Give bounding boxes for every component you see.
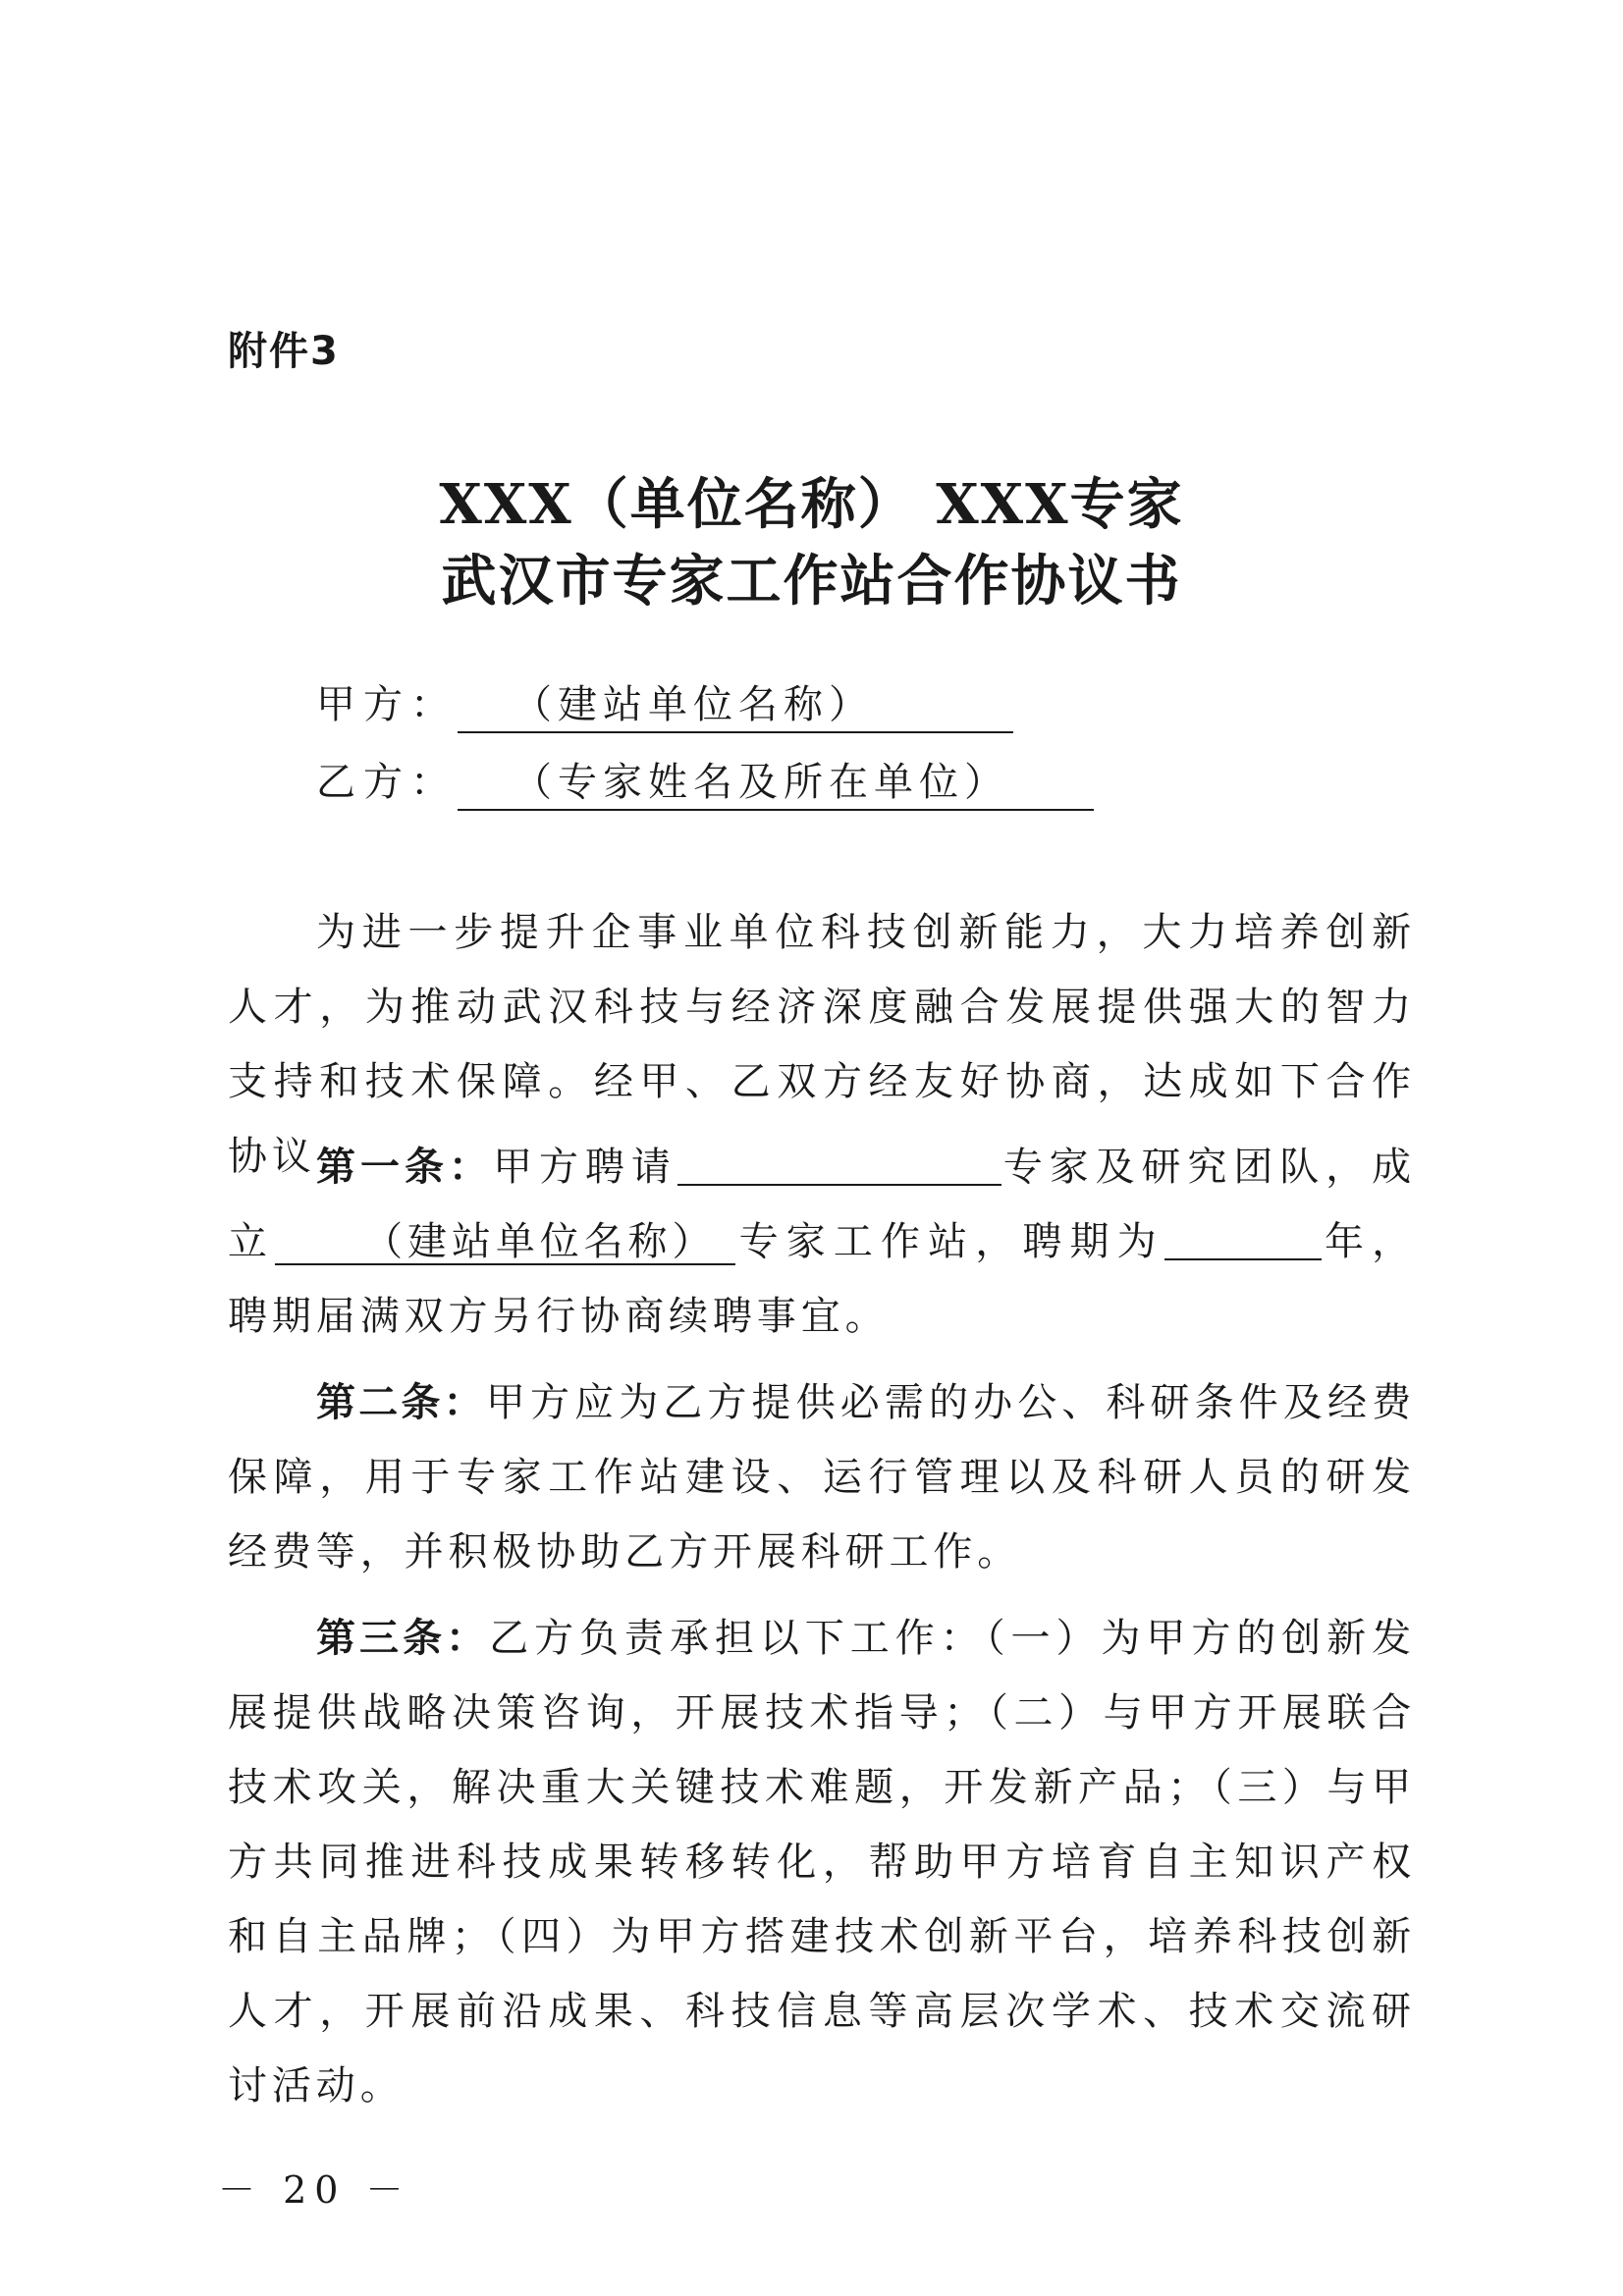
article-1-label: 第一条：: [316, 1145, 494, 1190]
station-name-field: （建站单位名称）: [275, 1220, 735, 1265]
article-1-text-b: 专家及研究团队，成立: [228, 1145, 1416, 1264]
title-line-2: 武汉市专家工作站合作协议书: [441, 549, 1182, 614]
intro-paragraph: 为进一步提升企事业单位科技创新能力，大力培养创新人才，为推动武汉科技与经济深度融合发展提供强大的智力支持和技术保障。经甲、乙双方经友好协商，达成如下合作协议：: [228, 910, 1416, 1179]
party-a-label: 甲方：: [316, 682, 458, 727]
party-b-field: （专家姓名及所在单位）: [458, 751, 1094, 811]
page-number: － 20 －: [218, 2168, 411, 2212]
article-1-text-d: 年，聘期届满双方另行协商续聘事宜。: [228, 1219, 1416, 1339]
article-2-paragraph: [228, 1365, 1416, 1589]
expert-name-blank: [677, 1145, 1001, 1186]
term-years-blank: [1164, 1219, 1322, 1260]
party-a-field: （建站单位名称）: [458, 673, 1013, 733]
article-2-text: 甲方应为乙方提供必需的办公、科研条件及经费保障，用于专家工作站建设、运行管理以及科研人员的研发经费等，并积极协助乙方开展科研工作。: [228, 1380, 1417, 1575]
attachment-label: 附件3: [228, 329, 340, 374]
article-1-paragraph: [228, 1130, 1416, 1354]
party-b-row: [316, 751, 1094, 811]
party-b-label: 乙方：: [316, 760, 458, 805]
article-3-label: 第三条：: [316, 1616, 490, 1661]
article-3-text: 乙方负责承担以下工作：（一）为甲方的创新发展提供战略决策咨询，开展技术指导；（二）与甲方开展联合技术攻关，解决重大关键技术难题，开发新产品；（三）与甲方共同推进科技成果转移转化，帮助甲方培育自主知识产权和自主品牌；（四）为甲方搭建技术创新平台，培养科技创新人才，开展前沿成果、科技信息等高层次学术、技术交流研讨活动。: [228, 1616, 1416, 2109]
article-1-text-a: 甲方聘请: [493, 1145, 677, 1190]
title-line-1: XXX（单位名称） XXX专家: [439, 472, 1184, 537]
party-a-row: [316, 673, 1013, 733]
article-1-text-c: 专家工作站，聘期为: [735, 1219, 1164, 1264]
article-2-label: 第二条：: [316, 1380, 486, 1425]
article-3-paragraph: [228, 1601, 1416, 2123]
